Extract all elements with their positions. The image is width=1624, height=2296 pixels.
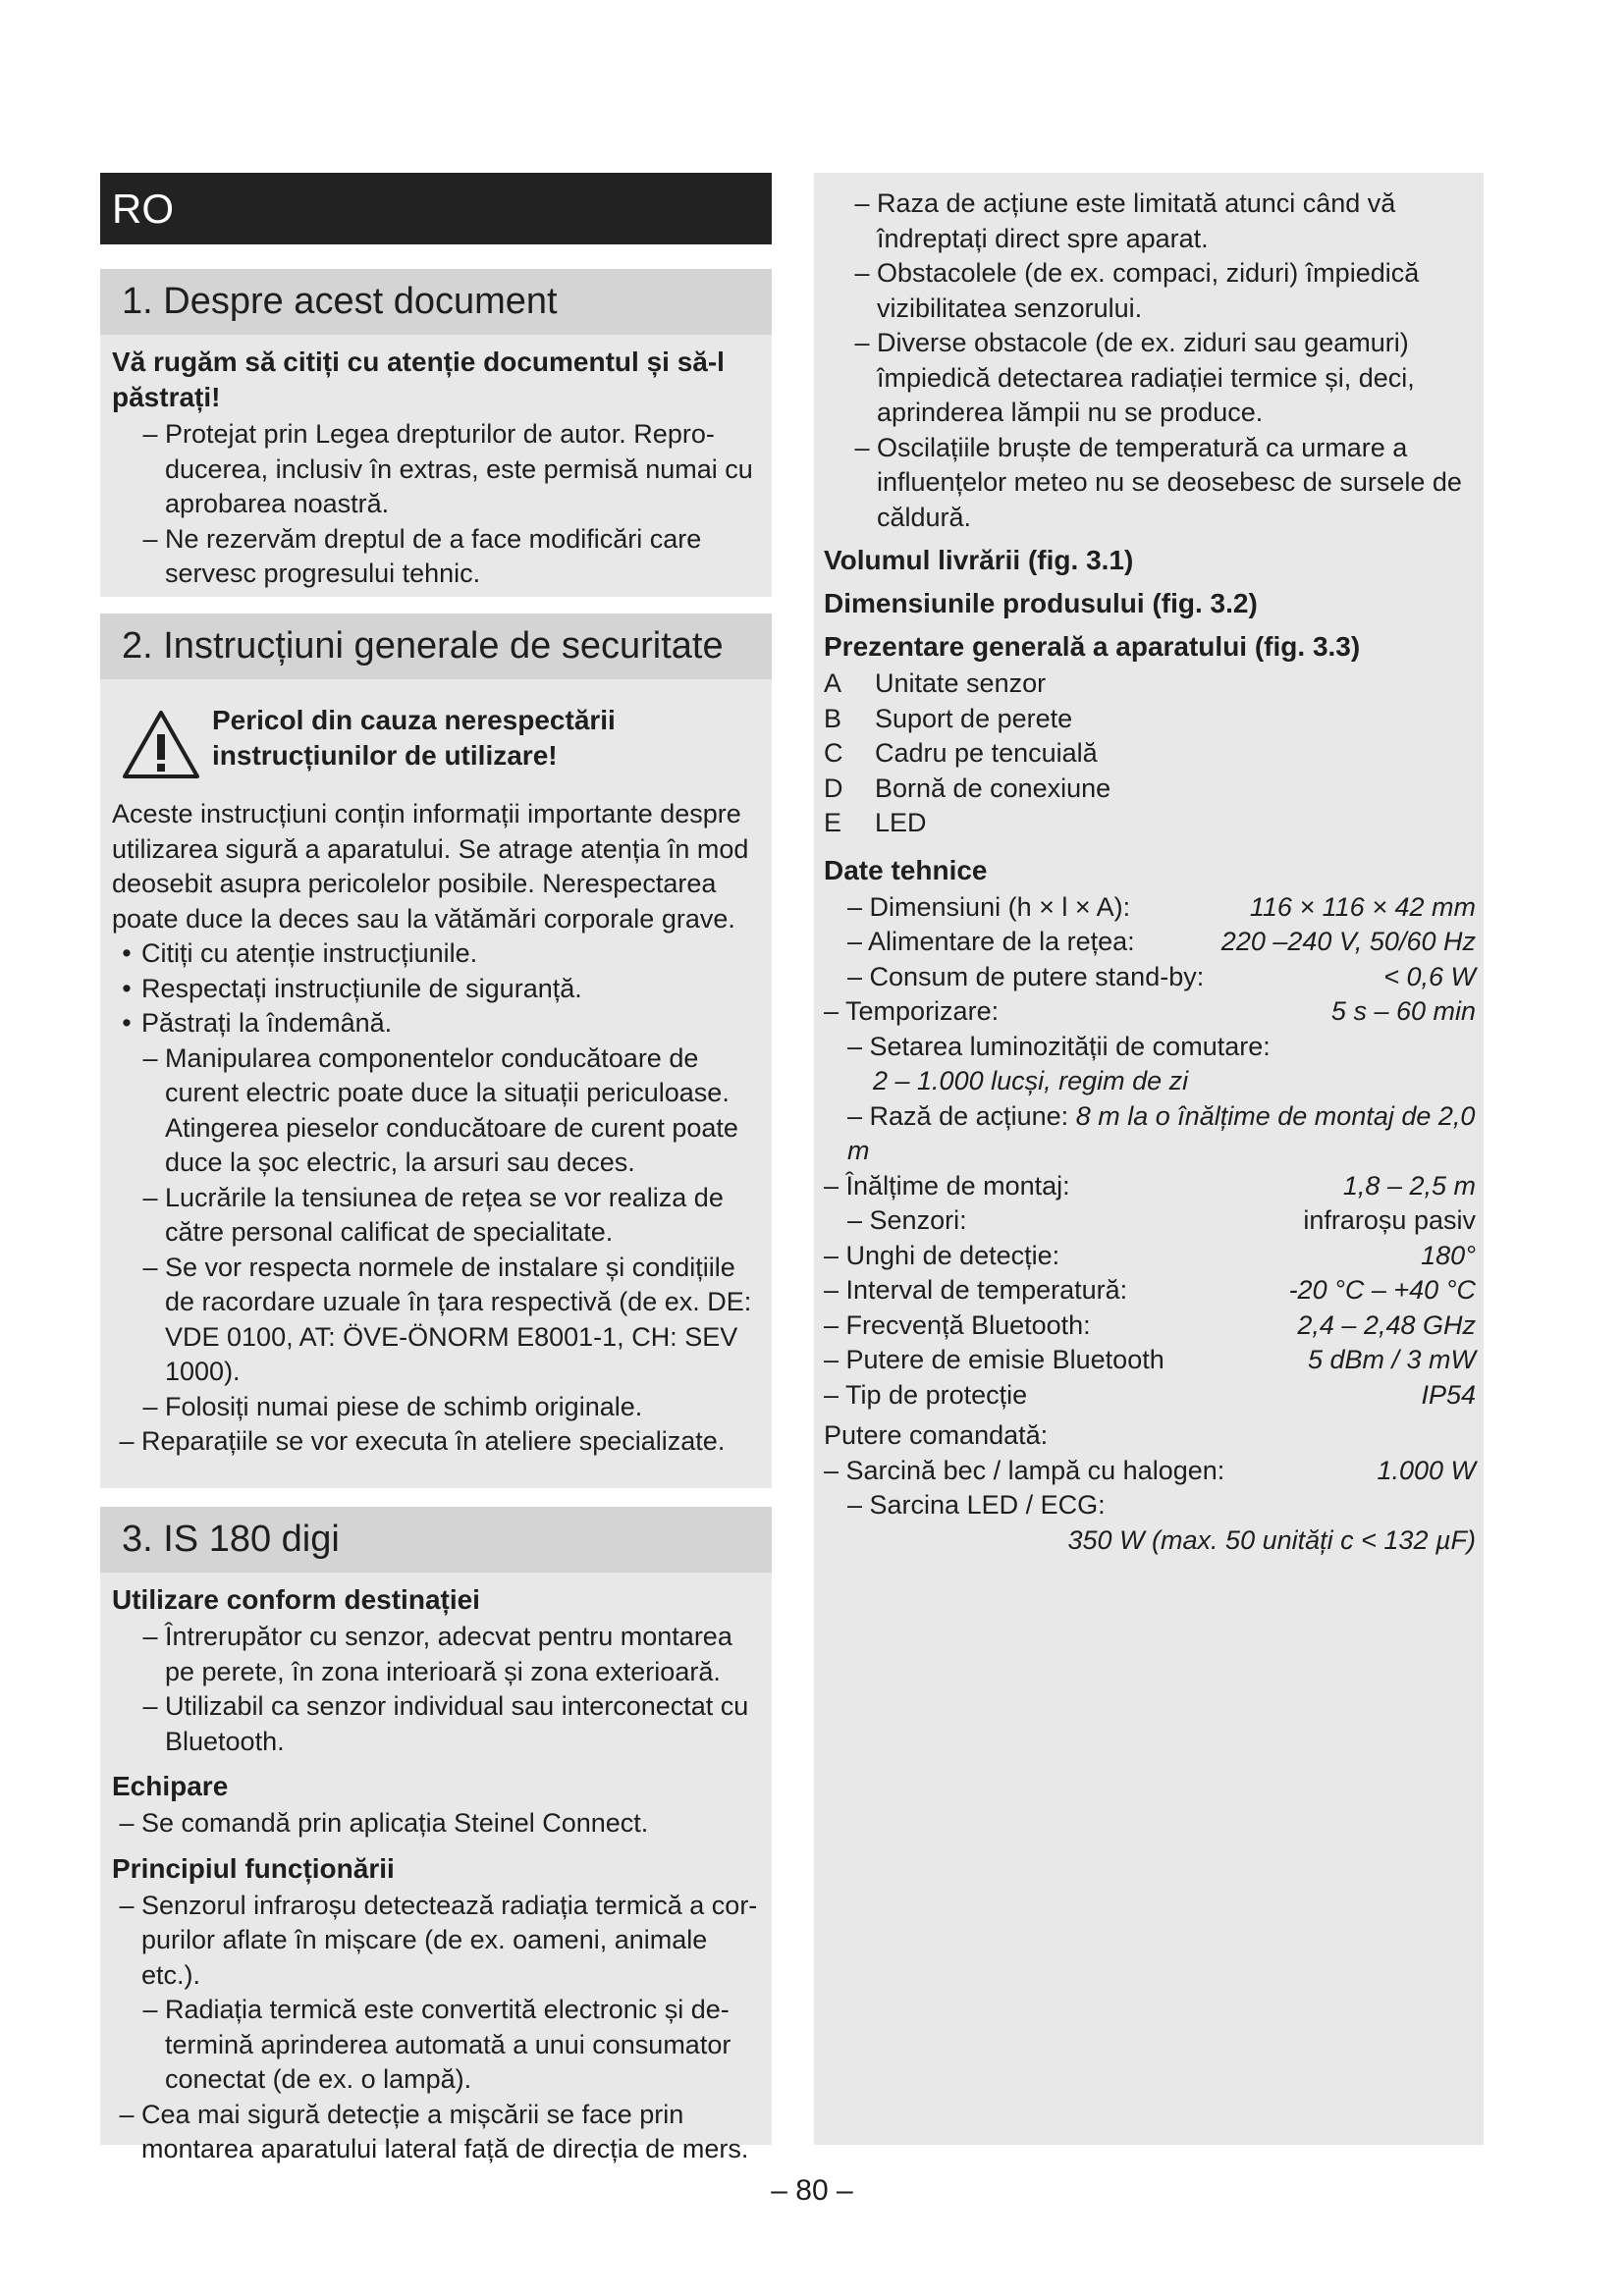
tech-row: – Senzori: infraroșu pasiv — [847, 1205, 1476, 1235]
intro-text: Aceste instrucțiuni conțin informații importante despre utilizarea sigură a aparatului. Se atrage atenția în mod deosebit asupra pericolelor posibile. Nerespectarea poate duce la deces sau la vătămări corporale grave. — [112, 799, 749, 934]
list-item: – Întrerupător cu senzor, adecvat pentru montarea pe perete, în zona interioară și zona exterioară. — [142, 1622, 732, 1686]
legend-item: E LED — [824, 808, 927, 837]
tech-row: – Dimensiuni (h × l × A): 116 × 116 × 42 mm — [847, 891, 1476, 922]
tech-heading: Date tehnice — [824, 854, 988, 885]
power-row: 350 W (max. 50 unități c < 132 µF) — [1067, 1524, 1476, 1555]
list-item: – Diverse obstacole (de ex. ziduri sau geamuri) împiedică detectarea radiației termice și, deci, aprinderea lămpii nu se produce. — [854, 328, 1415, 427]
warning-text: Pericol din cauza nerespectării instrucțiunilor de utilizare! — [212, 705, 616, 771]
legend-item: B Suport de perete — [824, 703, 1073, 733]
list-item: – Senzorul infraroșu detectează radiația termică a cor-purilor aflate în mișcare (de ex. oameni, animale etc.). — [119, 1890, 758, 1990]
tech-row: – Temporizare: 5 s – 60 min — [824, 996, 1476, 1026]
list-item: – Utilizabil ca senzor individual sau interconectat cu Bluetooth. — [142, 1691, 749, 1756]
overview-heading: Prezentare generală a aparatului (fig. 3.3) — [824, 631, 1361, 662]
bullet-item: • Citiți cu atenție instrucțiunile. — [122, 938, 478, 968]
section-title: 1. Despre acest document — [100, 269, 772, 335]
power-row: – Sarcină bec / lampă cu halogen: 1.000 W — [824, 1455, 1476, 1485]
use-heading: Utilizare conform destinației — [112, 1584, 480, 1615]
list-item: – Folosiți numai piese de schimb originale. — [142, 1391, 643, 1421]
tech-row: – Alimentare de la rețea: 220 –240 V, 50/60 Hz — [847, 927, 1476, 956]
right-column — [814, 173, 1484, 2145]
tech-row: – Frecvență Bluetooth: 2,4 – 2,48 GHz — [824, 1309, 1476, 1340]
power-heading: Putere comandată: — [824, 1420, 1049, 1450]
warning-triangle-icon — [122, 709, 200, 779]
delivery-heading: Volumul livrării (fig. 3.1) — [824, 545, 1134, 575]
legend-item: A Unitate senzor — [824, 668, 1047, 698]
section-safety — [100, 614, 772, 1488]
list-item: – Oscilațiile bruște de temperatură ca urmare a influențelor meteo nu se deosebesc de sursele de căldură. — [854, 432, 1462, 532]
equip-heading: Echipare — [112, 1771, 229, 1801]
tech-row: 2 – 1.000 lucși, regim de zi — [873, 1066, 1189, 1095]
section-title: 3. IS 180 digi — [100, 1507, 772, 1573]
tech-row: – Înălțime de montaj: 1,8 – 2,5 m — [824, 1170, 1476, 1201]
tech-row: – Tip de protecție IP54 — [824, 1379, 1476, 1410]
legend-item: D Bornă de conexiune — [824, 773, 1111, 803]
section-heading: Vă rugăm să citiți cu atenție documentul și să-l păstrați! — [112, 347, 725, 412]
list-item: – Raza de acțiune este limitată atunci când vă îndreptați direct spre aparat. — [854, 188, 1396, 253]
section-about-document — [100, 269, 772, 597]
tech-row: – Putere de emisie Bluetooth 5 dBm / 3 mW — [824, 1345, 1476, 1374]
list-item: – Manipularea componentelor conducătoare de curent electric poate duce la situații periculoase. Atingerea pieselor conducătoare de curent poate duce la șoc electric, la arsuri sau deces. — [142, 1042, 738, 1177]
list-item: – Se vor respecta normele de instalare și condițiile de racordare uzuale în țara respectivă (de ex. DE: VDE 0100, AT: ÖVE-ÖNORM E8001-1, CH: SEV 1000). — [142, 1252, 752, 1386]
tech-row: – Rază de acțiune: 8 m la o înălțime de montaj de 2,0 m — [847, 1100, 1476, 1165]
dimensions-heading: Dimensiunile produsului (fig. 3.2) — [824, 588, 1258, 618]
tech-row: – Setarea luminozității de comutare: — [847, 1031, 1271, 1061]
tech-row: – Unghi de detecție: 180° — [824, 1240, 1476, 1270]
page-number: – 80 – — [771, 2174, 853, 2207]
list-item: – Obstacolele (de ex. compaci, ziduri) împiedică vizibilitatea senzorului. — [854, 258, 1420, 323]
bullet-item: • Păstrați la îndemână. — [122, 1008, 393, 1038]
tech-row: – Interval de temperatură: -20 °C – +40 °C — [824, 1275, 1476, 1305]
tech-row: – Consum de putere stand-by: < 0,6 W — [847, 961, 1476, 991]
language-label: RO — [100, 173, 772, 244]
list-item: – Cea mai sigură detecție a mișcării se face prin montarea aparatului lateral față de direcția de mers. — [119, 2099, 749, 2163]
warning-block — [112, 703, 760, 779]
list-item: – Lucrările la tensiunea de rețea se vor realiza de către personal calificat de specialitate. — [142, 1182, 724, 1247]
list-item: – Se comandă prin aplicația Steinel Connect. — [119, 1808, 649, 1838]
section-product — [100, 1507, 772, 2163]
list-item: – Protejat prin Legea drepturilor de autor. Repro-ducerea, inclusiv în extras, este permisă numai cu aprobarea noastră. — [142, 419, 753, 518]
function-heading: Principiul funcționării — [112, 1852, 395, 1884]
section-title: 2. Instrucțiuni generale de securitate — [100, 614, 772, 679]
bullet-item: • Respectați instrucțiunile de siguranță. — [122, 973, 582, 1003]
legend-item: C Cadru pe tencuială — [824, 738, 1098, 768]
list-item: – Radiația termică este convertită electronic și de-termină aprinderea automată a unui consumator conectat (de ex. o lampă). — [142, 1995, 731, 2094]
list-item: – Ne rezervăm dreptul de a face modificări care servesc progresului tehnic. — [142, 523, 702, 588]
list-item: – Reparațiile se vor executa în ateliere specializate. — [119, 1426, 726, 1456]
power-row: – Sarcina LED / ECG: — [847, 1490, 1106, 1520]
